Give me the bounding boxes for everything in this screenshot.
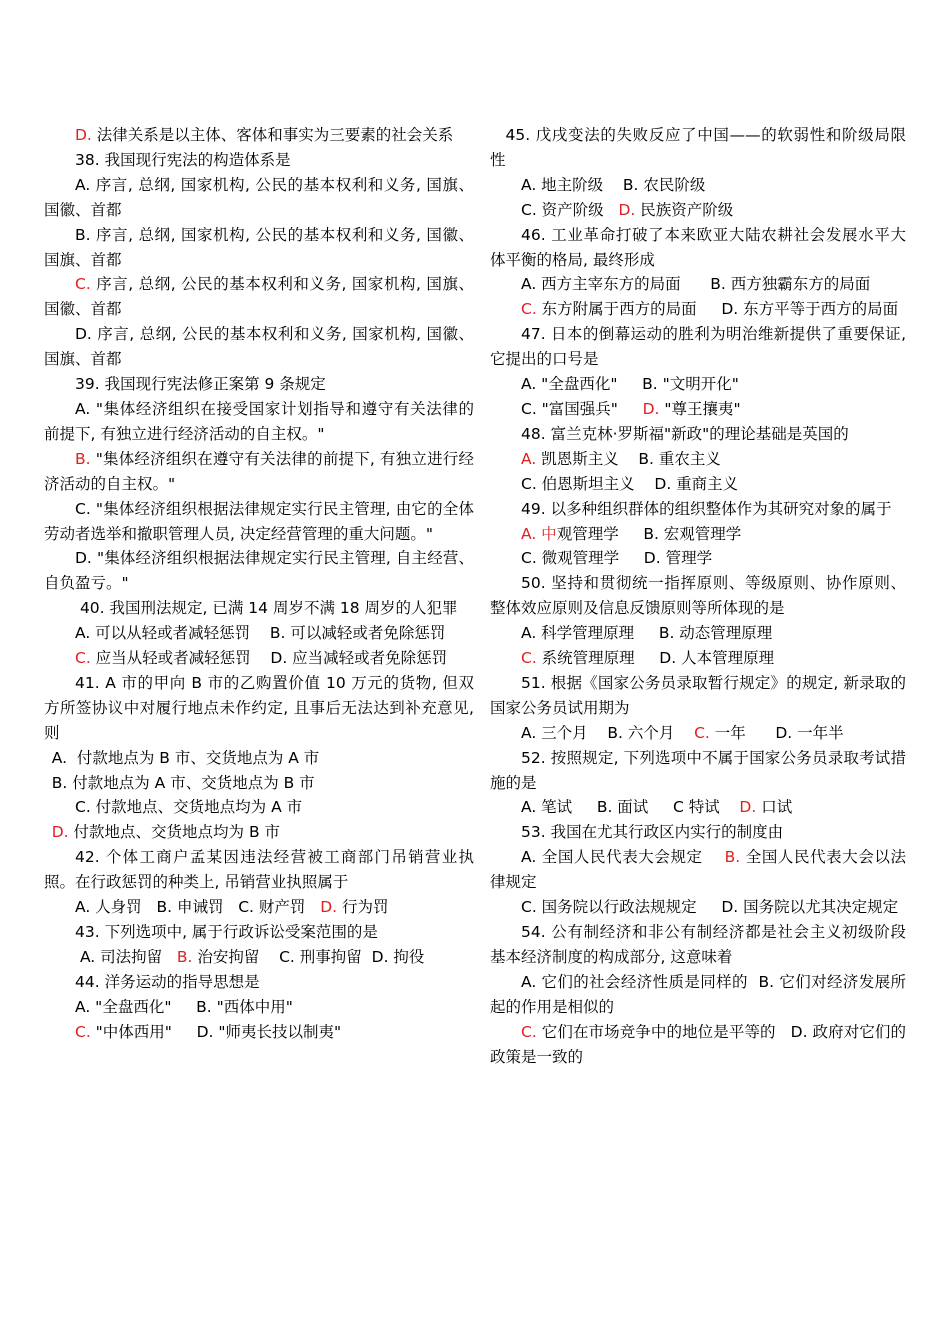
question-line bbox=[44, 322, 474, 372]
question-line bbox=[490, 820, 906, 845]
question-line bbox=[490, 671, 906, 721]
line-text: A. "全盘西化" B. "西体中用" bbox=[75, 997, 293, 1016]
line-text: C. "富国强兵" bbox=[521, 399, 643, 418]
answer-marker: B. bbox=[176, 947, 193, 966]
line-text: 49. 以多种组织群体的组织整体作为其研究对象的属于 bbox=[521, 499, 892, 518]
question-line bbox=[44, 223, 474, 273]
line-text: A. 它们的社会经济性质是同样的 B. 它们对经济发展所起的作用是相似的 bbox=[490, 972, 906, 1016]
answer-marker: D. bbox=[320, 898, 338, 917]
question-line bbox=[490, 472, 906, 497]
line-text: 口试 bbox=[756, 798, 793, 817]
question-line bbox=[44, 397, 474, 447]
question-line bbox=[44, 646, 474, 671]
answer-marker: C. bbox=[521, 300, 537, 319]
line-text: 43. 下列选项中, 属于行政诉讼受案范围的是 bbox=[75, 923, 378, 941]
line-text: A. 可以从轻或者减轻惩罚 B. 可以减轻或者免除惩罚 bbox=[75, 624, 446, 643]
question-line bbox=[44, 123, 474, 148]
question-line bbox=[44, 447, 474, 497]
question-line bbox=[490, 123, 906, 173]
line-text: 46. 工业革命打破了本来欧亚大陆农耕社会发展水平大体平衡的格局, 最终形成 bbox=[490, 225, 906, 269]
line-text: 行为罚 bbox=[337, 898, 389, 917]
line-text: A. 三个月 B. 六个月 bbox=[521, 723, 695, 742]
question-line bbox=[490, 795, 906, 820]
line-text: A. 司法拘留 bbox=[75, 947, 177, 966]
line-text: 应当从轻或者减轻惩罚 D. 应当减轻或者免除惩罚 bbox=[90, 649, 448, 668]
line-text: 系统管理原理 D. 人本管理原理 bbox=[536, 649, 775, 668]
line-text: 40. 我国刑法规定, 已满 14 周岁不满 18 周岁的人犯罪 bbox=[75, 599, 458, 618]
line-text: 47. 日本的倒幕运动的胜利为明治维新提供了重要保证, 它提出的口号是 bbox=[490, 325, 911, 369]
left-column bbox=[44, 123, 479, 1045]
question-line bbox=[44, 671, 479, 746]
question-line bbox=[490, 895, 906, 920]
line-text: 观管理学 B. 宏观管理学 bbox=[556, 524, 742, 543]
line-text: 39. 我国现行宪法修正案第 9 条规定 bbox=[75, 375, 326, 394]
question-line bbox=[44, 148, 474, 173]
line-text: C. 资产阶级 bbox=[521, 200, 619, 219]
question-line bbox=[490, 571, 906, 621]
line-text: 序言, 总纲, 公民的基本权利和义务, 国家机构, 国旗、国徽、首都 bbox=[44, 275, 474, 319]
line-text: "尊王攘夷" bbox=[659, 399, 741, 418]
right-column bbox=[490, 123, 911, 1069]
question-line bbox=[44, 497, 474, 547]
question-line bbox=[490, 447, 906, 472]
line-text: 53. 我国在尤其行政区内实行的制度由 bbox=[521, 823, 784, 842]
answer-marker: A. bbox=[521, 449, 537, 468]
question-line bbox=[490, 422, 906, 447]
line-text: 民族资产阶级 bbox=[635, 200, 734, 219]
question-line bbox=[44, 621, 474, 646]
line-text: 52. 按照规定, 下列选项中不属于国家公务员录取考试措施的是 bbox=[490, 748, 906, 792]
line-text: 38. 我国现行宪法的构造体系是 bbox=[75, 150, 291, 169]
line-text: A. 人身罚 B. 申诫罚 C. 财产罚 bbox=[75, 898, 321, 917]
line-text: 42. 个体工商户孟某因违法经营被工商部门吊销营业执照。在行政惩罚的种类上, 吊销营业执照属于 bbox=[44, 848, 474, 892]
line-text: D. "集体经济组织根据法律规定实行民主管理, 自主经营、自负盈亏。" bbox=[44, 549, 474, 593]
answer-marker: C. bbox=[75, 649, 91, 668]
question-line bbox=[490, 721, 906, 746]
line-text: 54. 公有制经济和非公有制经济都是社会主义初级阶段基本经济制度的构成部分, 这意味着 bbox=[490, 923, 906, 966]
line-text: B. 序言, 总纲, 国家机构, 公民的基本权利和义务, 国徽、国旗、首都 bbox=[44, 225, 474, 269]
question-line bbox=[44, 372, 474, 397]
answer-marker: D. bbox=[51, 823, 69, 842]
line-text: A. 付款地点为 B 市、交货地点为 A 市 bbox=[51, 748, 320, 767]
question-line bbox=[490, 920, 906, 970]
line-text: A. "集体经济组织在接受国家计划指导和遵守有关法律的前提下, 有独立进行经济活动的自主权。" bbox=[44, 399, 474, 443]
question-line bbox=[44, 945, 474, 970]
line-text: 法律关系是以主体、客体和事实为三要素的社会关系 bbox=[91, 126, 454, 144]
question-line bbox=[490, 621, 906, 646]
line-text: "集体经济组织在遵守有关法律的前提下, 有独立进行经济活动的自主权。" bbox=[44, 449, 474, 493]
question-line bbox=[44, 845, 474, 895]
answer-marker: D. bbox=[618, 200, 636, 219]
line-text: C. "集体经济组织根据法律规定实行民主管理, 由它的全体劳动者选举和撤职管理人员, 决定经营管理的重大问题。" bbox=[44, 499, 474, 543]
question-line bbox=[490, 497, 906, 522]
question-line bbox=[490, 845, 906, 895]
line-text: A. 地主阶级 B. 农民阶级 bbox=[521, 175, 706, 194]
answer-marker: C. bbox=[521, 1022, 537, 1041]
question-line bbox=[490, 970, 906, 1020]
question-line bbox=[44, 820, 474, 845]
question-line bbox=[490, 173, 906, 198]
question-line bbox=[44, 895, 474, 920]
line-text: 45. 戊戌变法的失败反应了中国——的软弱性和阶级局限性 bbox=[490, 126, 906, 169]
question-line bbox=[490, 372, 906, 397]
question-line bbox=[490, 198, 906, 223]
line-text: B. 付款地点为 A 市、交货地点为 B 市 bbox=[51, 773, 315, 792]
question-line bbox=[490, 546, 906, 571]
question-line bbox=[44, 173, 474, 223]
line-text: 治安拘留 C. 刑事拘留 D. 拘役 bbox=[192, 947, 425, 966]
question-line bbox=[490, 223, 906, 273]
question-line bbox=[490, 272, 906, 297]
question-line bbox=[44, 272, 474, 322]
answer-marker: C. bbox=[75, 275, 91, 294]
answer-marker: D. bbox=[739, 798, 757, 817]
question-line bbox=[490, 297, 906, 322]
line-text: 44. 洋务运动的指导思想是 bbox=[75, 972, 260, 991]
line-text: 51. 根据《国家公务员录取暂行规定》的规定, 新录取的国家公务员试用期为 bbox=[490, 673, 906, 717]
line-text: C. 伯恩斯坦主义 D. 重商主义 bbox=[521, 474, 739, 493]
line-text: A. 西方主宰东方的局面 B. 西方独霸东方的局面 bbox=[521, 275, 871, 294]
line-text: C. 付款地点、交货地点均为 A 市 bbox=[75, 798, 303, 817]
answer-marker: D. bbox=[642, 399, 660, 418]
question-line bbox=[44, 596, 474, 621]
question-line bbox=[44, 795, 474, 820]
question-line bbox=[44, 970, 474, 995]
question-line bbox=[490, 397, 906, 422]
question-line bbox=[44, 746, 474, 771]
question-line bbox=[44, 920, 474, 945]
question-line bbox=[44, 995, 474, 1020]
answer-marker: D. bbox=[75, 126, 92, 144]
answer-marker: C. bbox=[694, 723, 710, 742]
line-text: A. 序言, 总纲, 国家机构, 公民的基本权利和义务, 国旗、国徽、首都 bbox=[44, 175, 474, 219]
line-text: 一年 D. 一年半 bbox=[709, 723, 844, 742]
question-line bbox=[490, 522, 906, 547]
answer-marker: C. bbox=[521, 649, 537, 668]
answer-marker: B. bbox=[724, 848, 741, 867]
line-text: A. 全国人民代表大会规定 bbox=[521, 848, 725, 867]
line-text: 48. 富兰克林·罗斯福"新政"的理论基础是英国的 bbox=[521, 424, 849, 443]
line-text: A. 笔试 B. 面试 C 特试 bbox=[521, 798, 740, 817]
question-line bbox=[44, 1020, 474, 1045]
line-text: 付款地点、交货地点均为 B 市 bbox=[68, 823, 281, 842]
question-line bbox=[44, 771, 474, 796]
line-text: C. 微观管理学 D. 管理学 bbox=[521, 549, 713, 568]
question-line bbox=[490, 646, 906, 671]
line-text: 全国人民代表大会以法律规定 bbox=[490, 848, 906, 892]
question-line bbox=[44, 546, 474, 596]
answer-marker: B. bbox=[75, 449, 91, 468]
line-text: A. "全盘西化" B. "文明开化" bbox=[521, 375, 739, 394]
question-line bbox=[490, 746, 906, 796]
line-text: A. 科学管理原理 B. 动态管理原理 bbox=[521, 624, 773, 643]
question-line bbox=[490, 322, 911, 372]
answer-marker: C. bbox=[75, 1022, 91, 1041]
line-text: 东方附属于西方的局面 D. 东方平等于西方的局面 bbox=[536, 300, 899, 319]
line-text: 它们在市场竞争中的地位是平等的 D. 政府对它们的政策是一致的 bbox=[490, 1022, 906, 1066]
line-text: 50. 坚持和贯彻统一指挥原则、等级原则、协作原则、整体效应原则及信息反馈原则等所体现的是 bbox=[490, 574, 906, 618]
line-text: "中体西用" D. "师夷长技以制夷" bbox=[90, 1022, 342, 1041]
line-text: C. 国务院以行政法规规定 D. 国务院以尤其决定规定 bbox=[521, 898, 899, 917]
line-text: 41. A 市的甲向 B 市的乙购置价值 10 万元的货物, 但双方所签协议中对履行地点未作约定, 且事后无法达到补充意见, 则 bbox=[44, 673, 479, 742]
line-text: D. 序言, 总纲, 公民的基本权利和义务, 国家机构, 国徽、国旗、首都 bbox=[44, 325, 474, 369]
line-text: 凯恩斯主义 B. 重农主义 bbox=[536, 449, 721, 468]
question-line bbox=[490, 1020, 906, 1070]
answer-marker: A. 中 bbox=[521, 524, 557, 543]
